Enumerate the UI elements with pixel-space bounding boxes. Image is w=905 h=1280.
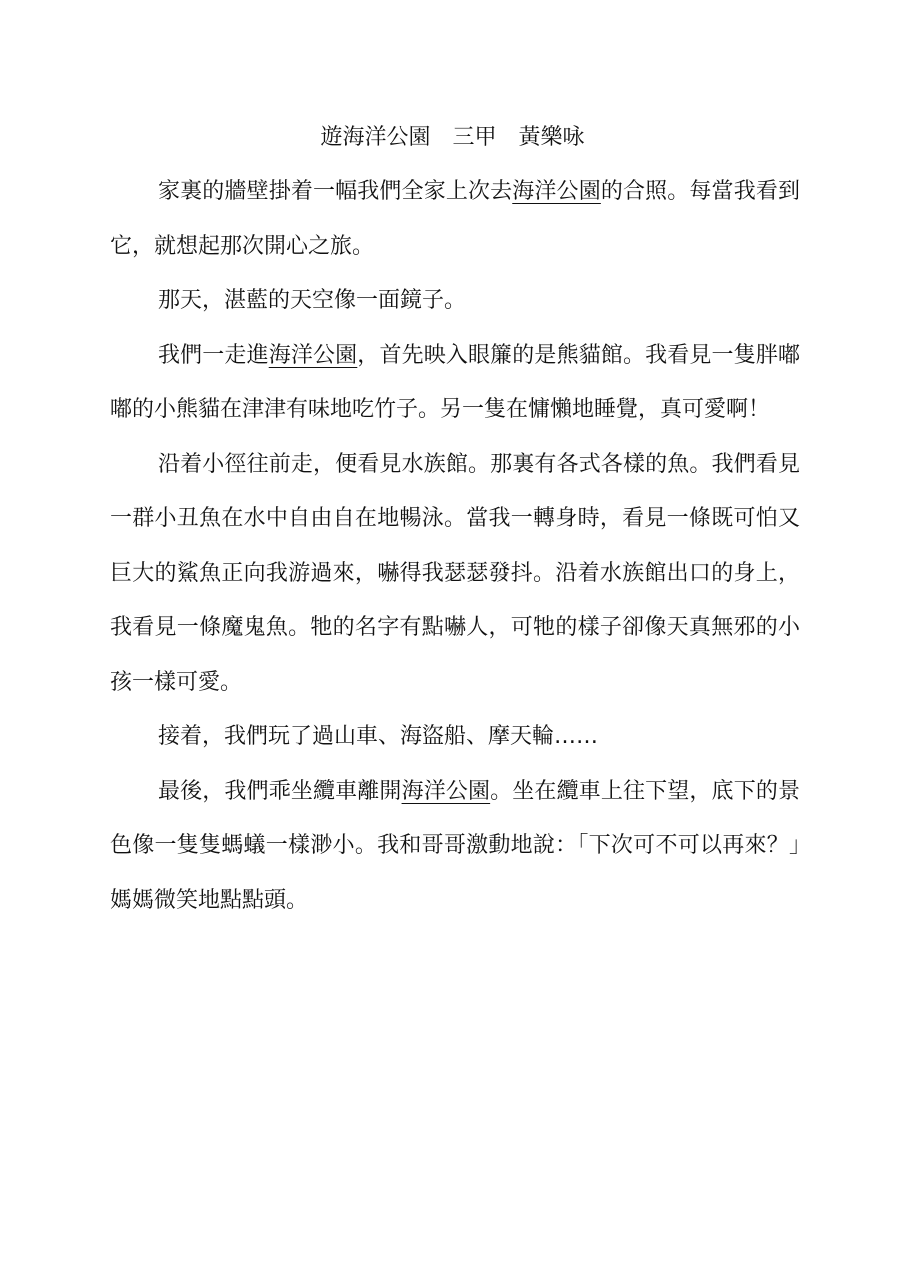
paragraph bbox=[110, 274, 800, 329]
text-run: 的合照。每當我看到它，就想起那次開心之旅。 bbox=[110, 179, 800, 259]
text-run: 那天，湛藍的天空像一面鏡子。 bbox=[158, 288, 467, 313]
paragraph bbox=[110, 710, 800, 765]
text-run: 沿着小徑往前走，便看見水族館。那裏有各式各樣的魚。我們看見一群小丑魚在水中自由自在地暢泳。當我一轉身時，看見一條既可怕又巨大的鯊魚正向我游過來，嚇得我瑟瑟發抖。沿着水族館出口的身上，我看見一條魔鬼魚。牠的名字有點嚇人，可牠的樣子卻像天真無邪的小孩一樣可愛。 bbox=[110, 451, 800, 695]
text-run: 。坐在纜車上往下望，底下的景色像一隻隻螞蟻一樣渺小。我和哥哥激動地說：「下次可不可以再來？」媽媽微笑地點點頭。 bbox=[110, 778, 800, 913]
paragraph bbox=[110, 329, 800, 438]
paragraph bbox=[110, 438, 800, 711]
underlined-place-name: 海洋公園 bbox=[268, 342, 358, 368]
essay-body bbox=[110, 165, 800, 928]
paragraph bbox=[110, 765, 800, 929]
underlined-place-name: 海洋公園 bbox=[512, 179, 601, 204]
text-run: 接着，我們玩了過山車、海盜船、摩天輪…… bbox=[158, 724, 599, 749]
essay-title: 遊海洋公園 三甲 黃樂咏 bbox=[320, 125, 585, 150]
text-run: 我們一走進 bbox=[158, 342, 269, 368]
text-run: 家裏的牆壁掛着一幅我們全家上次去 bbox=[158, 179, 513, 204]
text-run: 最後，我們乖坐纜車離開 bbox=[158, 778, 402, 804]
paragraph bbox=[110, 165, 800, 274]
underlined-place-name: 海洋公園 bbox=[401, 778, 491, 804]
text-run: ，首先映入眼簾的是熊貓館。我看見一隻胖嘟嘟的小熊貓在津津有味地吃竹子。另一隻在慵懶地睡覺，真可愛啊！ bbox=[110, 342, 800, 422]
